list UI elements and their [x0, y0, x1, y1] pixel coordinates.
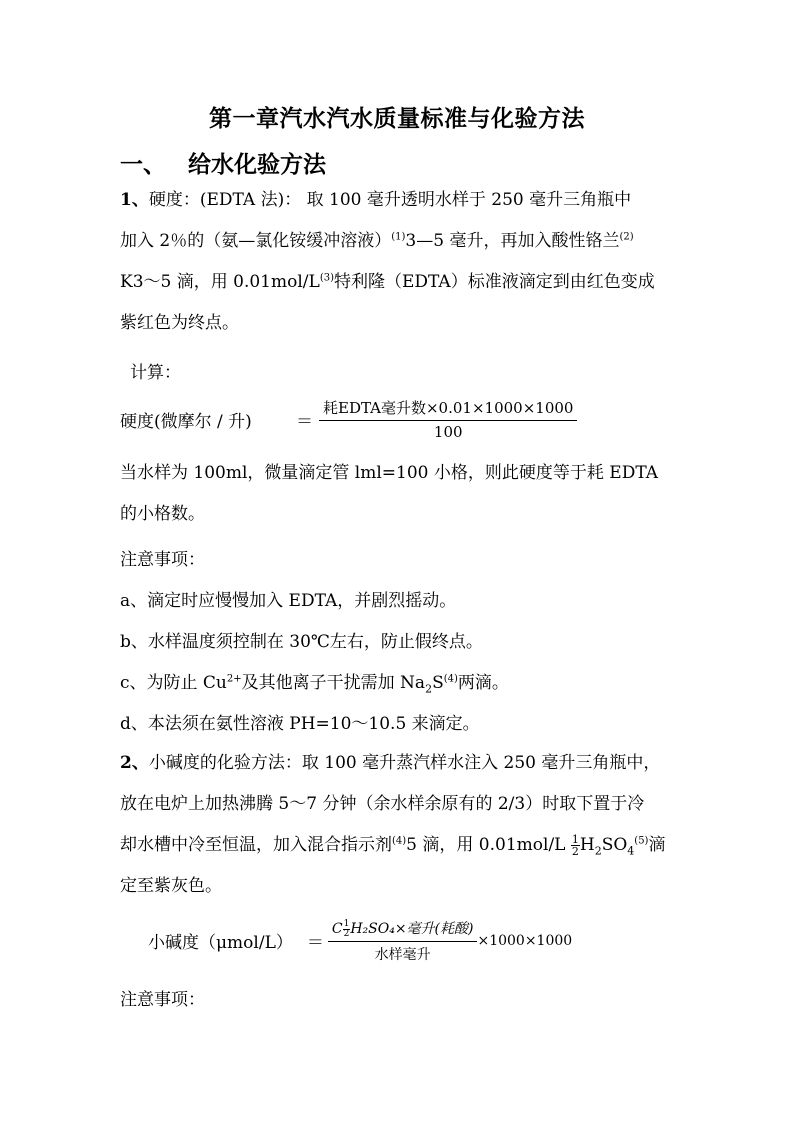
caution-item-b: b、水样温度须控制在 30℃左右，防止假终点。 [120, 632, 483, 652]
calc-label: 计算： [130, 363, 181, 383]
item1-number: 1、 [120, 190, 149, 210]
formula1-equals: ＝ [296, 411, 313, 432]
formula-h: H [579, 835, 595, 855]
note-paragraph [120, 453, 680, 535]
item2-line3-text-e: 滴 [648, 835, 666, 855]
caution-c-text-b: 及其他离子干扰需加 Na [241, 673, 426, 693]
footnote-ref-1: (1) [391, 231, 406, 243]
section-number: 一、 [120, 151, 166, 178]
item1-line3 [120, 262, 680, 303]
half-denominator: 2 [571, 845, 579, 858]
note-line2: 的小格数。 [120, 504, 205, 524]
item1-paragraph [120, 180, 680, 344]
formula2-lhs: 小碱度（μmol/L） [148, 933, 293, 954]
formula1-fraction [319, 397, 577, 441]
item1-line3-text-b: 特利隆（EDTA）标准液滴定到由红色变成 [333, 272, 655, 292]
subscript-h2: 2 [594, 844, 602, 858]
formula2-fraction [328, 918, 478, 964]
item1-line3-text-a: K3～5 滴，用 0.01mol/L [120, 272, 320, 292]
item2-line2: 放在电炉上加热沸腾 5～7 分钟（余水样余原有的 2/3）时取下置于冷 [120, 794, 645, 814]
item1-line2 [120, 221, 680, 262]
ion-charge: 2+ [226, 673, 242, 685]
caution-item-c [120, 668, 509, 696]
formula1-denominator: 100 [433, 423, 463, 441]
formula2-half-num: 1 [343, 918, 350, 929]
footnote-ref-5: (5) [634, 835, 649, 847]
formula2-equals: ＝ [306, 933, 324, 954]
item2-line1 [120, 743, 680, 784]
item2-line1-text: 小碱度的化验方法：取 100 毫升蒸汽样水注入 250 毫升三角瓶中， [148, 753, 661, 773]
footnote-ref-4: (4) [443, 673, 458, 685]
caution-c-text-d: 两滴。 [457, 673, 509, 693]
footnote-ref-2: (2) [619, 231, 634, 243]
item2-line4: 定至紫灰色。 [120, 876, 222, 896]
item1-line1 [120, 180, 680, 221]
half-numerator: 1 [571, 833, 579, 846]
item2-paragraph [120, 743, 680, 907]
page-title: 第一章汽水汽水质量标准与化验方法 [209, 105, 585, 132]
caution-item-d: d、本法须在氨性溶液 PH=10～10.5 来滴定。 [120, 714, 480, 734]
caution-c-text-a: c、为防止 Cu [120, 673, 227, 693]
item1-line1-text: 硬度：(EDTA 法)： 取 100 毫升透明水样于 250 毫升三角瓶中 [148, 190, 632, 210]
footnote-ref-4b: (4) [392, 835, 407, 847]
alkalinity-formula [148, 918, 572, 964]
section-heading [120, 146, 326, 179]
formula-so: SO [601, 835, 628, 855]
caution-item-a: a、滴定时应慢慢加入 EDTA，并剧烈摇动。 [120, 591, 457, 611]
section-label: 给水化验方法 [188, 151, 326, 178]
formula2-tail: ×1000×1000 [477, 932, 573, 949]
caution-c-text-c: S [432, 673, 444, 693]
formula1-lhs: 硬度(微摩尔 / 升) [120, 411, 252, 432]
item1-line2-text-b: 3—5 毫升，再加入酸性铬兰 [405, 231, 620, 251]
formula2-num-rest: H₂SO₄×毫升(耗酸) [350, 921, 474, 937]
item1-line4: 紫红色为终点。 [120, 313, 239, 333]
footnote-ref-3: (3) [319, 272, 334, 284]
subscript-2: 2 [425, 682, 433, 696]
item2-line3-text-b: 5 滴，用 0.01mol/L [406, 835, 566, 855]
item2-number: 2、 [120, 753, 149, 773]
caution-label: 注意事项： [120, 550, 205, 570]
half-fraction [571, 834, 580, 857]
note-line1: 当水样为 100ml，微量滴定管 lml=100 小格，则此硬度等于耗 EDTA [120, 463, 659, 483]
formula2-half-den: 2 [343, 928, 350, 939]
formula2-denominator: 水样毫升 [374, 946, 431, 963]
formula2-numerator [328, 918, 478, 942]
formula1-numerator: 耗EDTA毫升数×0.01×1000×1000 [319, 397, 577, 421]
item2-line3 [120, 825, 680, 866]
caution2-label: 注意事项： [120, 990, 205, 1010]
item1-line2-text-a: 加入 2％的（氨—氯化铵缓冲溶液） [120, 231, 392, 251]
subscript-o4: 4 [627, 844, 635, 858]
hardness-formula [120, 397, 577, 441]
formula2-c: C [331, 921, 343, 937]
item2-line3-text-a: 却水槽中冷至恒温，加入混合指示剂 [120, 835, 392, 855]
